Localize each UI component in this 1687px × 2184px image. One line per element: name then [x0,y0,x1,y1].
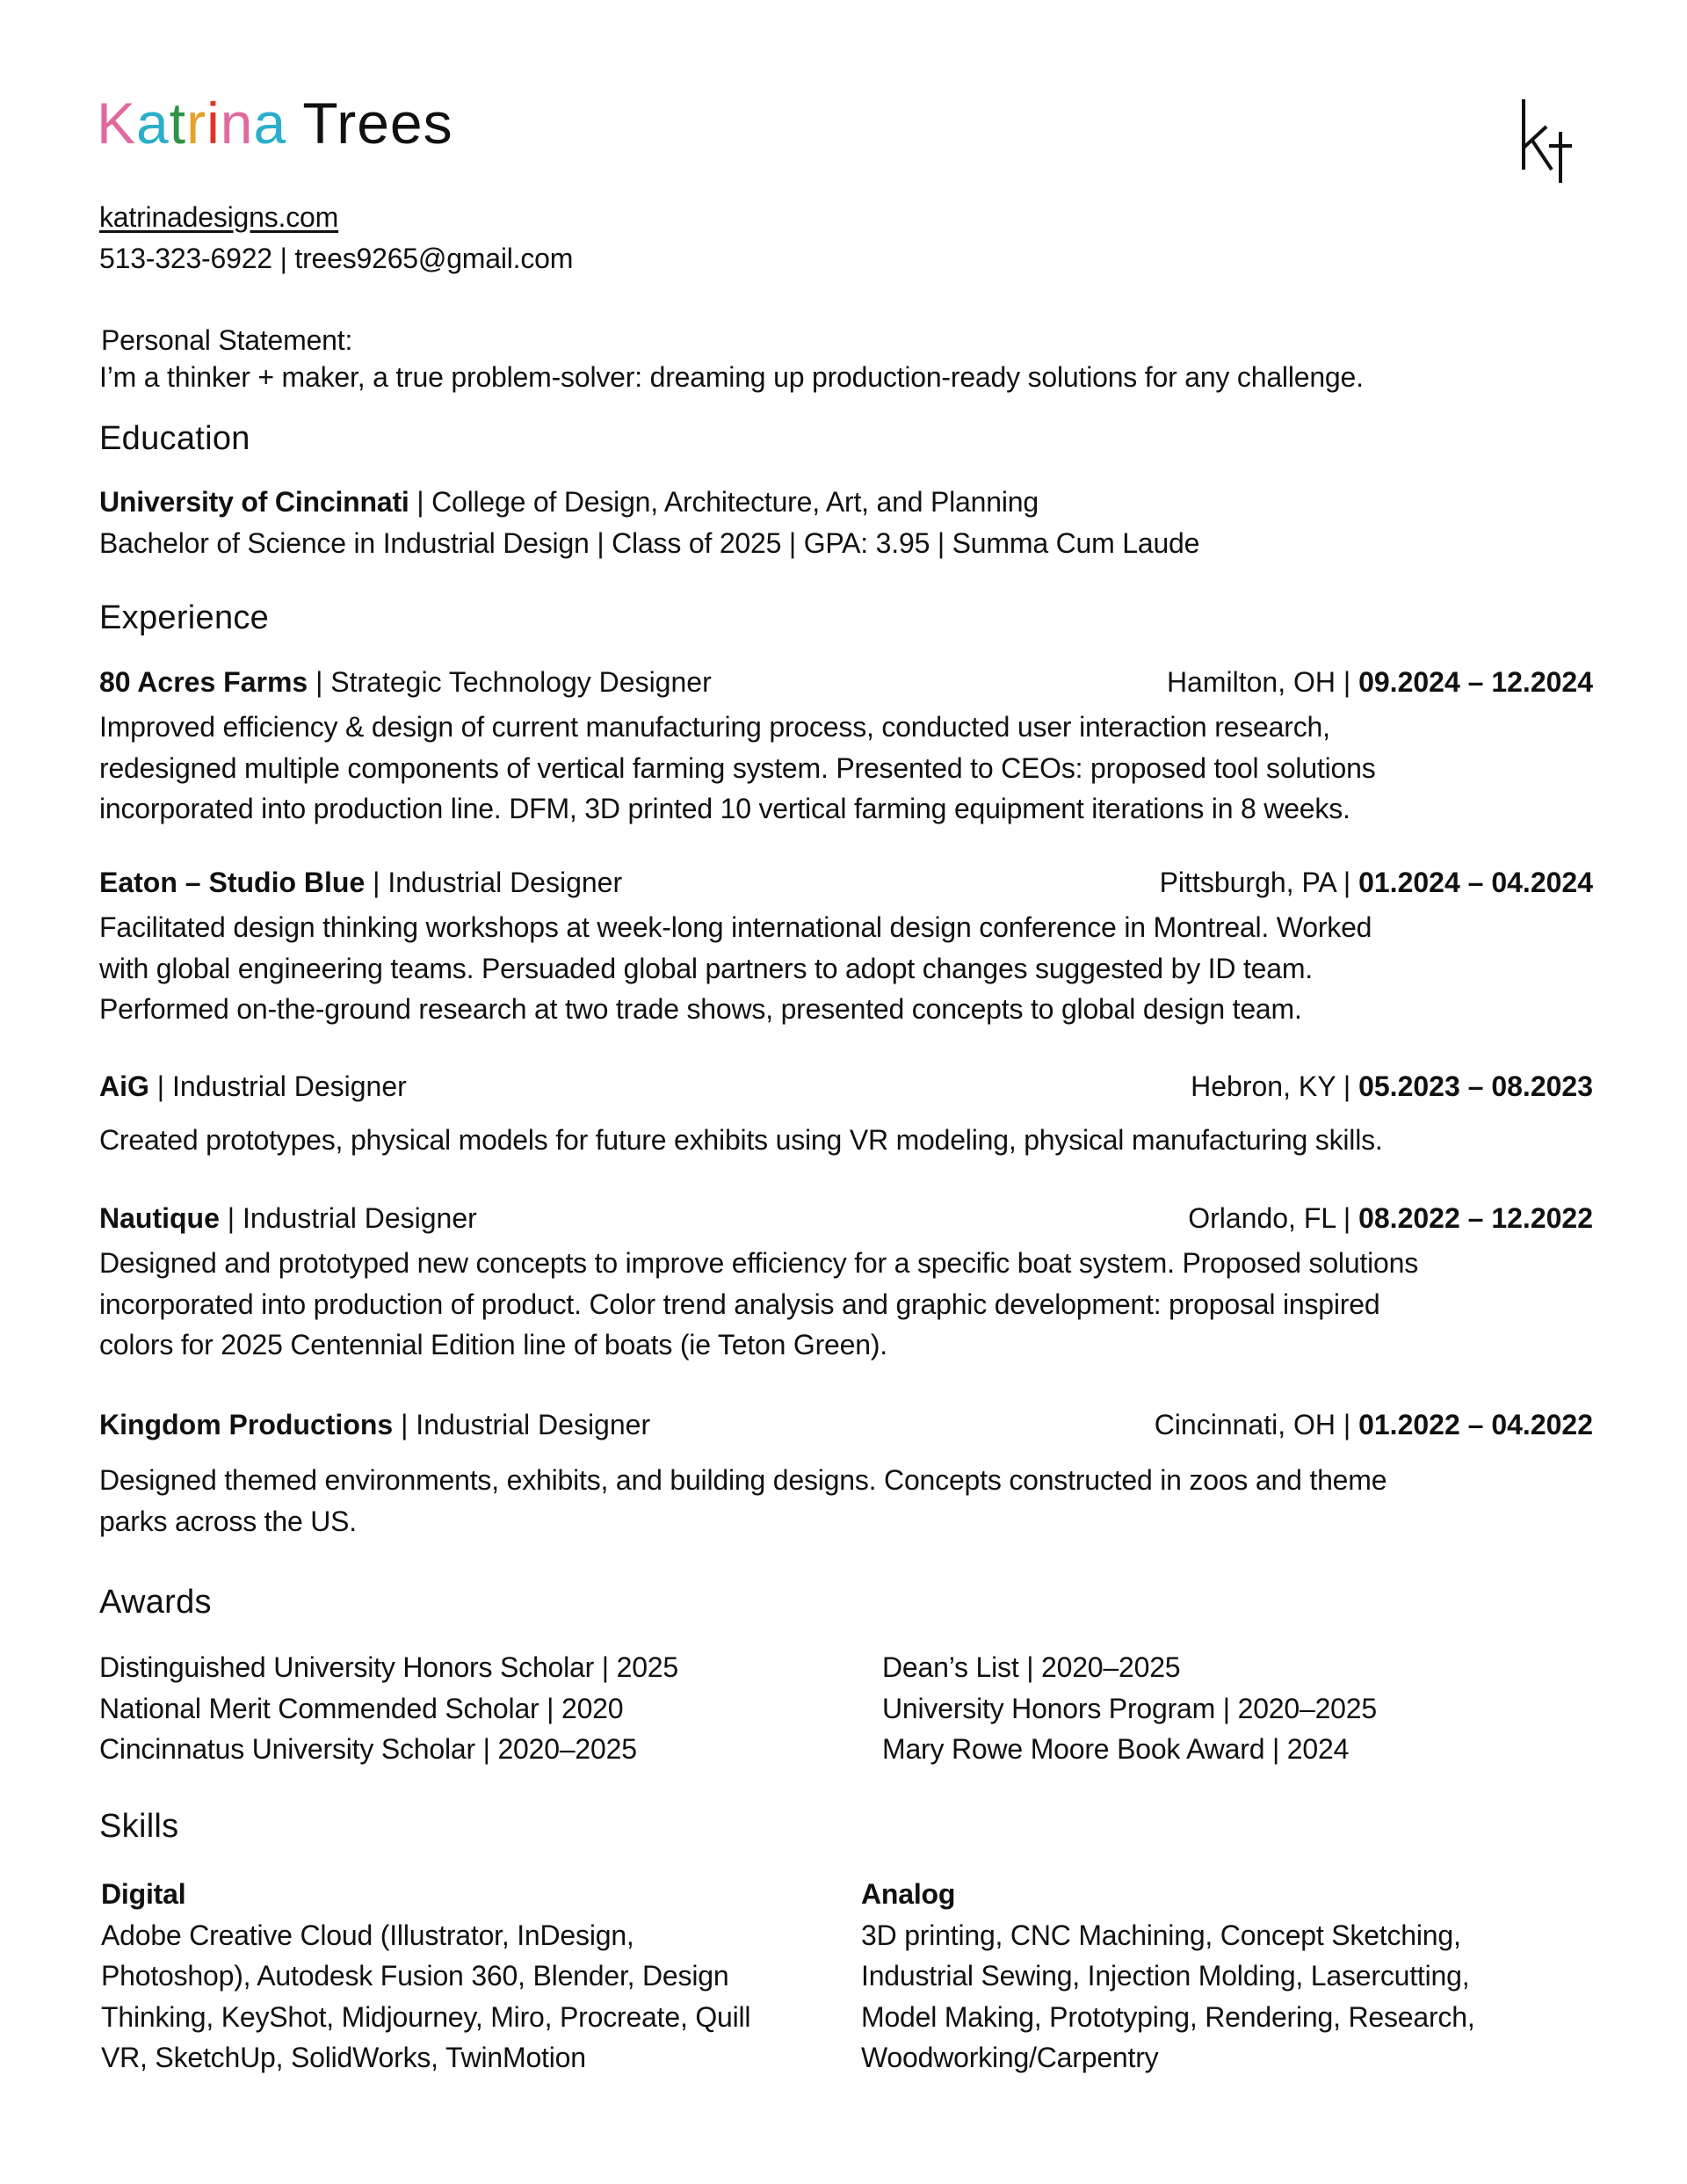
job-description-line: colors for 2025 Centennial Edition line of boats (ie Teton Green). [99,1329,887,1360]
job-header-row [99,1409,1593,1441]
skill-line: 3D printing, CNC Machining, Concept Sketching, [861,1919,1461,1951]
degree-line: Bachelor of Science in Industrial Design | Class of 2025 | GPA: 3.95 | Summa Cum Laude [99,527,1200,559]
education-school-line [99,482,1039,522]
job-role: | Industrial Designer [393,1409,651,1440]
kt-logo-icon [1513,95,1575,187]
job-header-row [99,1202,1593,1235]
job-header-row [99,666,1593,699]
job-company: Kingdom Productions [99,1409,394,1440]
skills-digital-column [101,1874,750,2079]
job-description-line: Performed on-the-ground research at two trade shows, presented concepts to global design team. [99,993,1302,1025]
name-letter: t [169,91,187,156]
award-item: National Merit Commended Scholar | 2020 [99,1692,624,1724]
contact-line: 513-323-6922 | trees9265@gmail.com [99,243,574,274]
job-location: Cincinnati, OH | [1154,1409,1359,1440]
job-meta [1160,867,1593,899]
education-heading: Education [99,420,250,457]
job-description-line: with global engineering teams. Persuaded global partners to adopt changes suggested by ID team. [99,952,1314,984]
job-description-line: Improved efficiency & design of current manufacturing process, conducted user interaction research, [99,711,1330,743]
name-letter: a [136,91,170,156]
job-description-line: Designed and prototyped new concepts to improve efficiency for a specific boat system. Proposed solutions [99,1247,1419,1279]
resume-name [97,90,453,156]
school-name: University of Cincinnati [99,486,409,518]
name-letter: r [186,91,207,156]
job-title [99,1409,650,1441]
last-name: Trees [302,91,453,156]
job-role: | Industrial Designer [365,867,623,898]
job-meta [1191,1070,1593,1103]
job-description [99,1243,1418,1366]
job-dates: 09.2024 – 12.2024 [1358,666,1593,698]
statement-label: Personal Statement: [101,324,353,356]
skill-line: Adobe Creative Cloud (Illustrator, InDesign, [101,1919,634,1951]
job-description-line: incorporated into production line. DFM, 3D printed 10 vertical farming equipment iterations in 8 weeks. [99,793,1350,824]
job-dates: 01.2024 – 04.2024 [1358,867,1593,898]
award-item: University Honors Program | 2020–2025 [882,1692,1377,1724]
skills-analog-column [861,1874,1475,2079]
job-description-line: Facilitated design thinking workshops at week-long international design conference in Montreal. Worked [99,911,1372,943]
job-title [99,867,622,899]
job-title [99,1070,407,1103]
first-name [97,91,286,156]
award-item: Mary Rowe Moore Book Award | 2024 [882,1733,1350,1765]
statement-text: I’m a thinker + maker, a true problem-solver: dreaming up production-ready solutions for any challenge. [99,361,1364,393]
job-description [99,1460,1387,1542]
job-description-line: Designed themed environments, exhibits, and building designs. Concepts constructed in zoos and theme [99,1464,1387,1496]
job-dates: 01.2022 – 04.2022 [1358,1409,1593,1440]
job-description [99,907,1372,1030]
job-location: Pittsburgh, PA | [1159,867,1359,898]
job-header-row [99,867,1593,899]
job-meta [1167,666,1593,699]
job-meta [1188,1202,1593,1235]
skill-line: VR, SketchUp, SolidWorks, TwinMotion [101,2042,586,2073]
job-description-line: redesigned multiple components of vertical farming system. Presented to CEOs: proposed tool solutions [99,751,1376,784]
website-link[interactable]: katrinadesigns.com [99,201,339,233]
experience-heading: Experience [99,599,270,636]
job-company: Eaton – Studio Blue [99,867,366,898]
job-role: | Strategic Technology Designer [308,666,712,698]
skills-analog-label: Analog [861,1878,956,1910]
name-letter: K [97,91,137,156]
job-description-line: parks across the US. [99,1505,358,1537]
award-item: Cincinnatus University Scholar | 2020–2025 [99,1733,637,1765]
job-title [99,666,712,699]
job-description-line: incorporated into production of product. Color trend analysis and graphic development: proposal inspired [99,1288,1380,1320]
skill-line: Model Making, Prototyping, Rendering, Research, [861,2000,1475,2033]
job-title [99,1202,477,1235]
award-item: Dean’s List | 2020–2025 [882,1651,1181,1683]
skill-line: Woodworking/Carpentry [861,2042,1159,2073]
skills-heading: Skills [99,1808,179,1845]
job-location: Orlando, FL | [1188,1202,1359,1234]
job-dates: 05.2023 – 08.2023 [1358,1070,1593,1102]
awards-heading: Awards [99,1584,212,1621]
skill-line: Industrial Sewing, Injection Molding, Lasercutting, [861,1960,1470,1992]
skills-digital-label: Digital [101,1878,186,1910]
job-dates: 08.2022 – 12.2022 [1358,1202,1593,1234]
awards-right-column [882,1647,1377,1770]
job-meta [1155,1409,1593,1441]
job-location: Hebron, KY | [1191,1070,1359,1102]
job-role: | Industrial Designer [148,1070,407,1102]
job-company: AiG [99,1070,149,1102]
job-header-row [99,1070,1593,1103]
job-description [99,707,1376,830]
job-company: 80 Acres Farms [99,666,308,698]
college-name: | College of Design, Architecture, Art, and Planning [409,486,1039,518]
skill-line: Photoshop), Autodesk Fusion 360, Blender, Design [101,1960,729,1992]
name-letter: n [220,91,254,156]
awards-left-column [99,1647,678,1770]
job-location: Hamilton, OH | [1166,666,1359,698]
job-description [99,1120,1383,1161]
name-letter: i [206,91,221,156]
job-description-line: Created prototypes, physical models for future exhibits using VR modeling, physical manufacturing skills. [99,1124,1383,1156]
name-letter: a [253,91,287,156]
job-company: Nautique [99,1202,220,1234]
skill-line: Thinking, KeyShot, Midjourney, Miro, Procreate, Quill [101,2000,751,2033]
job-role: | Industrial Designer [219,1202,477,1234]
award-item: Distinguished University Honors Scholar | 2025 [99,1651,678,1683]
